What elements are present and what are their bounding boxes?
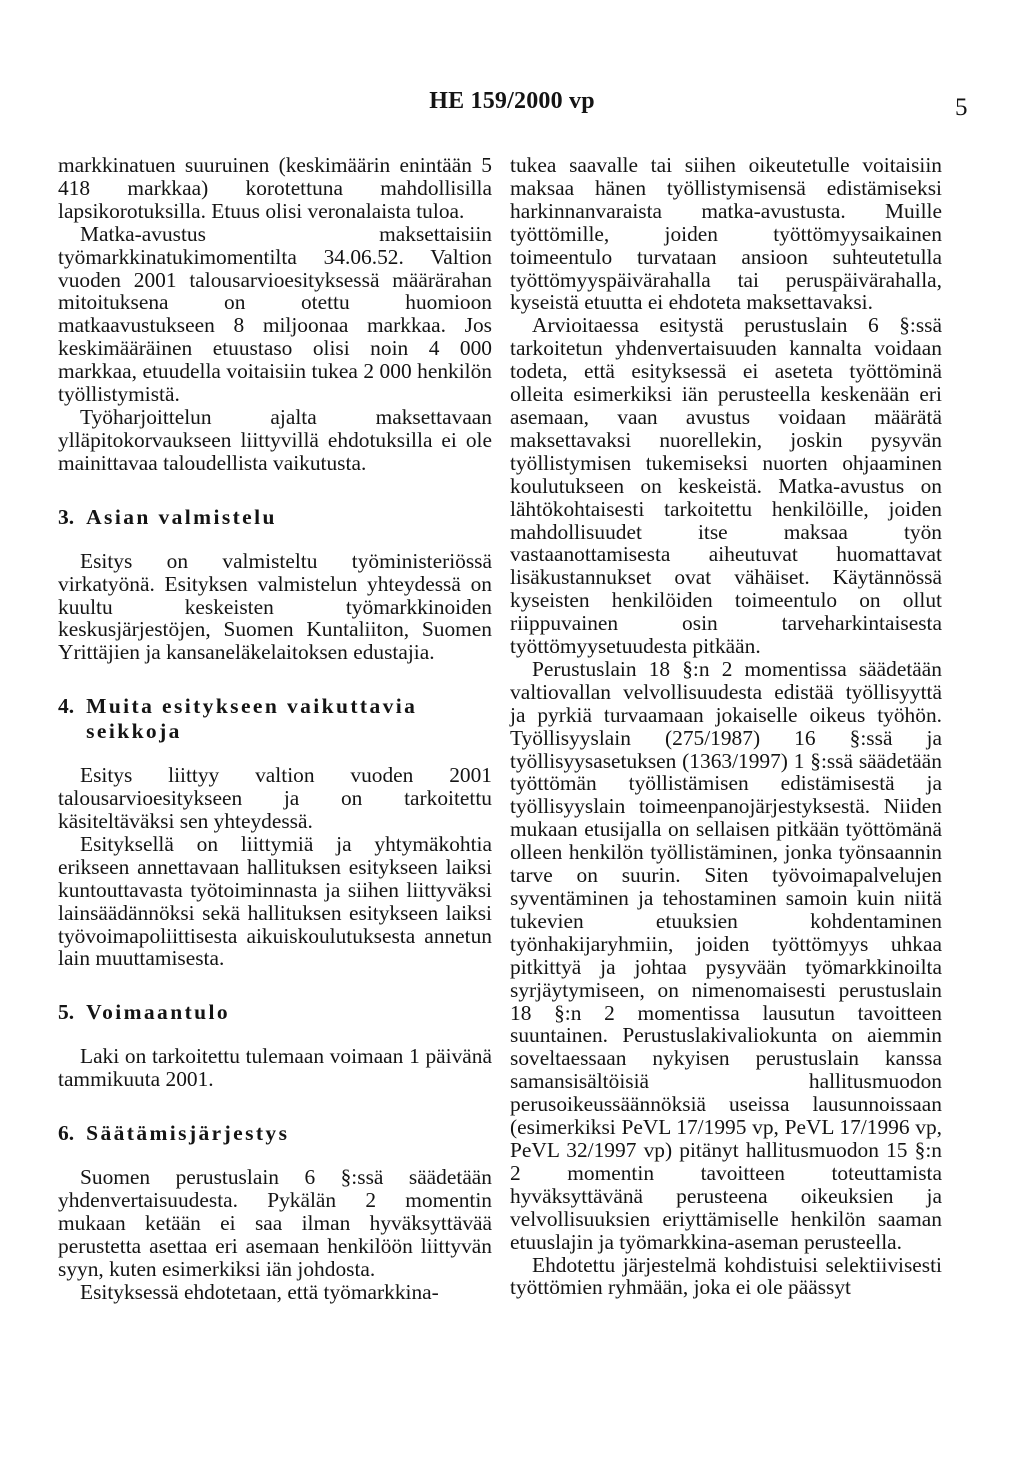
paragraph: Esityksellä on liittymiä ja yhtymäkohtia erikseen annettavaan hallituksen esitykseen laiksi kuntouttavasta työtoiminnasta ja siihen liittyväksi lainsäädännöksi sekä hallituksen esitykseen laiksi työvoimapoliittisesta aikuiskoulutuksesta annetun lain muuttamisesta.	[58, 831, 492, 971]
section-title: Säätämisjärjestys	[86, 1121, 290, 1146]
section-title: Muita esitykseen vaikuttavia seikkoja	[86, 694, 418, 744]
paragraph: tukea saavalle tai siihen oikeutetulle voitaisiin maksaa hänen työllistymisensä edistämiseksi harkinnanvaraista matka-avustusta. Muille työttömille, joiden työttömyysaikainen toimeentulo turvataan ansioon suhteutetulla työttömyyspäivärahalla tai peruspäivärahalla, kyseistä etuutta ei ehdoteta maksettavaksi.	[510, 153, 942, 315]
right-column	[510, 154, 942, 1299]
section-heading	[58, 1121, 492, 1146]
section-number: 4.	[58, 694, 75, 719]
section-heading	[58, 1000, 492, 1025]
section-title: Asian valmistelu	[86, 504, 277, 529]
paragraph: Arvioitaessa esitystä perustuslain 6 §:ssä tarkoitetun yhdenvertaisuuden kannalta voidaan todeta, että esityksessä ei aseteta työttöminä olleita esimerkiksi iän perusteella keskenään eri asemaan, vaan avustus voidaan määrätä maksettavaksi nuorellekin, joskin pysyvän työllistymisen tukemiseksi nuorten ohjaaminen koulutukseen on keskeistä. Matka-avustus on lähtökohtaisesti tarkoitettu henkilöille, joiden mahdollisuudet itse maksaa työn vastaanottamisesta aiheutuvat huomattavat lisäkustannukset ovat vähäiset. Käytännössä kyseisten henkilöiden toimeentulo on ollut riippuvainen osin tarveharkintaisesta työttömyysetuudesta pitkään.	[510, 313, 942, 659]
paragraph: Ehdotettu järjestelmä kohdistuisi selektiivisesti työttömien ryhmään, joka ei ole päässyt	[510, 1252, 942, 1300]
section-number: 5.	[58, 1000, 75, 1025]
paragraph: Perustuslain 18 §:n 2 momentissa säädetään valtiovallan velvollisuudesta edistää työllisyyttä ja pyrkiä turvaamaan jokaiselle oikeus työhön. Työllisyyslain (275/1987) 16 §:ssä ja työllisyysasetuksen (1363/1997) 1 §:ssä säädetään työttömän työllistämisen edistämisestä ja työllisyyslain toimeenpanojärjestyksestä. Niiden mukaan etusijalla on sellaisen pitkään työttömänä olleen henkilön työllistäminen, jonka työnsaannin tarve on suurin. Siten työvoimapalvelujen syventäminen ja tehostaminen samoin kuin niitä tukevien etuuksien kohdentaminen työnhakijaryhmiin, joiden työttömyys uhkaa pitkittyä ja johtaa pysyvään työmarkkinoilta syrjäytymiseen, on nimenomaisesti perustuslain 18 §:n 2 momentissa lausutun tavoitteen suuntainen. Perustuslakivaliokunta on aiemmin soveltaessaan nykyisen perustuslain kanssa samansisältöisiä hallitusmuodon perusoikeussäännöksiä useissa lausunnoissaan (esimerkiksi PeVL 17/1995 vp, PeVL 17/1996 vp, PeVL 32/1997 vp) pitänyt hallitusmuodon 15 §:n 2 momentin tavoitteen toteuttamista hyväksyttävänä perusteena oikeuksien ja velvollisuuksien eriyttämiselle henkilön saaman etuuslajin ja työmarkkina-aseman perusteella.	[510, 656, 942, 1254]
left-column	[58, 154, 492, 1304]
document-id: HE 159/2000 vp	[429, 88, 595, 114]
page-header	[0, 88, 1024, 128]
paragraph: Matka-avustus maksettaisiin työmarkkinatukimomentilta 34.06.52. Valtion vuoden 2001 talousarvioesityksessä määrärahan mitoituksena on otettu huomioon matkaavustukseen 8 miljoonaa markkaa. Jos keskimääräinen etuustaso olisi noin 4 000 markkaa, etuudella voitaisiin tukea 2 000 henkilön työllistymistä.	[58, 221, 492, 407]
page-number: 5	[955, 94, 968, 121]
paragraph: Esitys liittyy valtion vuoden 2001 talousarvioesitykseen ja on tarkoitettu käsiteltäväksi sen yhteydessä.	[58, 763, 492, 834]
section-title: Voimaantulo	[86, 1000, 231, 1025]
section-heading	[58, 694, 492, 744]
paragraph: Laki on tarkoitettu tulemaan voimaan 1 päivänä tammikuuta 2001.	[58, 1044, 492, 1092]
paragraph: markkinatuen suuruinen (keskimäärin enintään 5 418 markkaa) korotettuna mahdollisilla lapsikorotuksilla. Etuus olisi veronalaista tuloa.	[58, 153, 492, 223]
section-number: 3.	[58, 504, 75, 529]
section-heading	[58, 505, 492, 530]
section-number: 6.	[58, 1121, 75, 1146]
paragraph: Suomen perustuslain 6 §:ssä säädetään yhdenvertaisuudesta. Pykälän 2 momentin mukaan ketään ei saa ilman hyväksyttävää perustetta asettaa eri asemaan henkilöön liittyvän syyn, kuten esimerkiksi iän johdosta.	[58, 1165, 492, 1281]
paragraph: Esityksessä ehdotetaan, että työmarkkina-	[80, 1279, 439, 1304]
paragraph: Esitys on valmisteltu työministeriössä virkatyönä. Esityksen valmistelun yhteydessä on kuultu keskeisten työmarkkinoiden keskusjärjestöjen, Suomen Kuntaliiton, Suomen Yrittäjien ja kansaneläkelaitoksen edustajia.	[58, 548, 492, 665]
paragraph: Työharjoittelun ajalta maksettavaan ylläpitokorvaukseen liittyvillä ehdotuksilla ei ole mainittavaa taloudellista vaikutusta.	[58, 404, 492, 475]
